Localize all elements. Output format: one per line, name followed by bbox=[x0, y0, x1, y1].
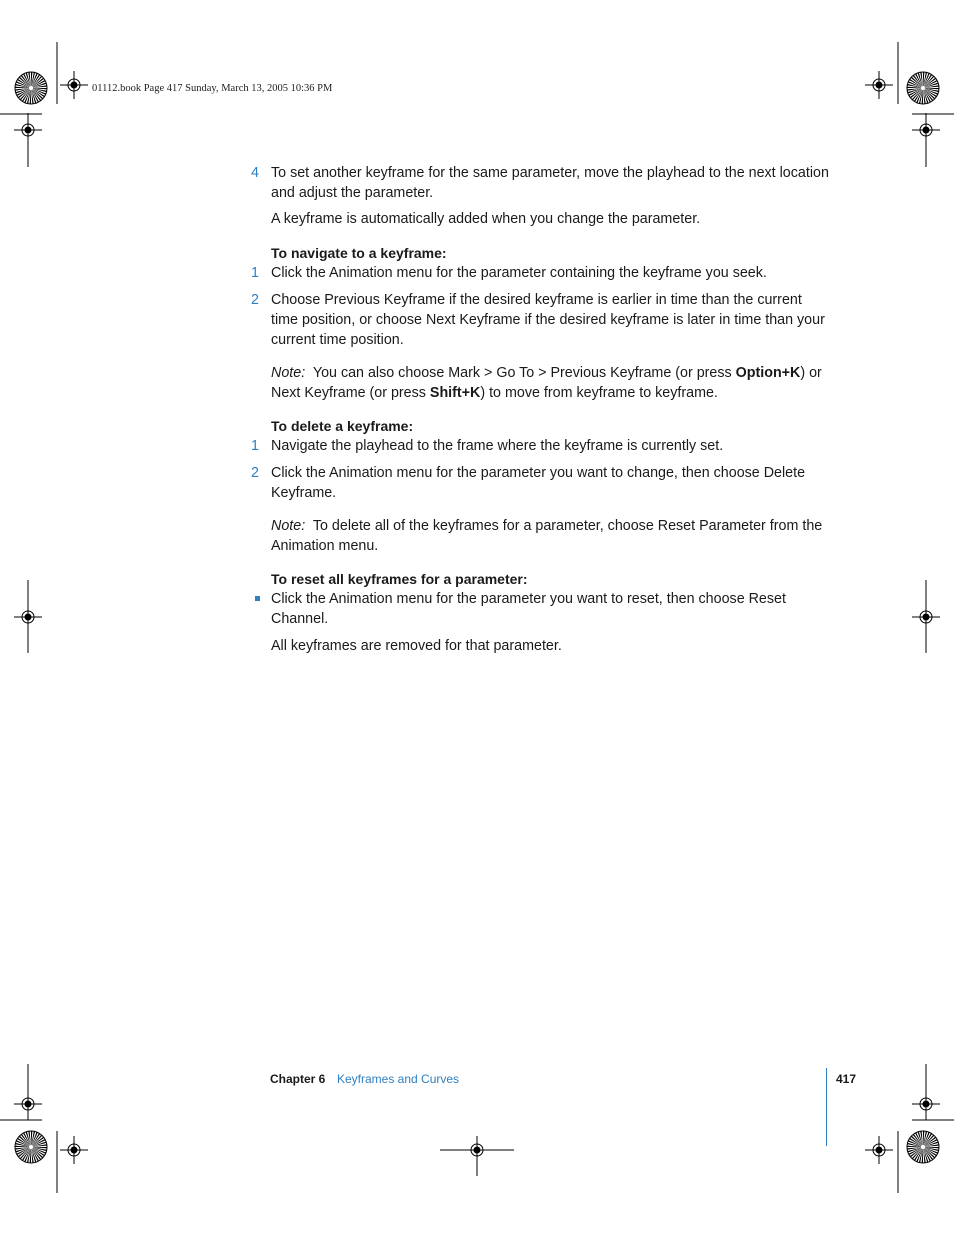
step-number: 2 bbox=[251, 292, 259, 308]
step-text: Choose Previous Keyframe if the desired keyframe is earlier in time than the current time position, or choose Next Keyframe if the desired keyframe is later in time than your current time position. bbox=[271, 292, 825, 348]
navigate-note bbox=[240, 363, 830, 403]
step-number: 1 bbox=[251, 265, 259, 281]
footer-chapter-title: Keyframes and Curves bbox=[337, 1072, 460, 1086]
reset-heading: To reset all keyframes for a parameter: bbox=[271, 571, 528, 587]
note-text-1: You can also choose Mark > Go To > Previous Keyframe (or press bbox=[312, 365, 736, 381]
navigate-step-1 bbox=[240, 263, 830, 283]
delete-step-2 bbox=[240, 463, 830, 503]
page-number: 417 bbox=[836, 1072, 857, 1086]
starburst-mark-icon bbox=[907, 72, 939, 104]
step-text: Navigate the playhead to the frame where the keyframe is currently set. bbox=[271, 438, 724, 454]
step-number: 4 bbox=[251, 165, 259, 181]
delete-step-1 bbox=[240, 436, 830, 456]
registration-crosshair-icon bbox=[60, 71, 88, 99]
footer-divider bbox=[826, 1068, 827, 1146]
registration-crosshair-icon bbox=[865, 71, 893, 99]
navigate-step-2 bbox=[240, 290, 830, 350]
bullet-text: Click the Animation menu for the parameter you want to reset, then choose Reset Channel. bbox=[271, 591, 786, 627]
page-slug: 01112.book Page 417 Sunday, March 13, 2005 10:36 PM bbox=[92, 83, 333, 94]
note-text: To delete all of the keyframes for a parameter, choose Reset Parameter from the Animation menu. bbox=[271, 518, 823, 554]
starburst-mark-icon bbox=[907, 1131, 939, 1163]
delete-note bbox=[240, 516, 830, 556]
shortcut-shift-k: Shift+K bbox=[429, 385, 481, 401]
note-label: Note: bbox=[271, 365, 306, 381]
step-text: Click the Animation menu for the parameter containing the keyframe you seek. bbox=[271, 265, 767, 281]
step-text: To set another keyframe for the same parameter, move the playhead to the next location and adjust the parameter. bbox=[271, 165, 829, 201]
registration-crosshair-icon bbox=[60, 1136, 88, 1164]
registration-crosshair-icon bbox=[865, 1136, 893, 1164]
page-content bbox=[240, 163, 830, 656]
footer-chapter: Chapter 6 bbox=[270, 1072, 326, 1086]
reset-followup: All keyframes are removed for that parameter. bbox=[271, 638, 562, 654]
starburst-mark-icon bbox=[15, 72, 47, 104]
step-4 bbox=[240, 163, 830, 203]
note-label: Note: bbox=[271, 518, 306, 534]
reset-bullet-item bbox=[240, 589, 830, 629]
starburst-mark-icon bbox=[15, 1131, 47, 1163]
delete-heading: To delete a keyframe: bbox=[271, 418, 414, 434]
step-4-followup: A keyframe is automatically added when you change the parameter. bbox=[271, 211, 701, 227]
square-bullet-icon bbox=[255, 596, 260, 601]
step-number: 1 bbox=[251, 438, 259, 454]
step-text: Click the Animation menu for the parameter you want to change, then choose Delete Keyframe. bbox=[271, 465, 806, 501]
note-text-2: ) or Next Keyframe (or press bbox=[271, 365, 822, 401]
step-number: 2 bbox=[251, 465, 259, 481]
navigate-heading: To navigate to a keyframe: bbox=[271, 245, 447, 261]
note-text-3: ) to move from keyframe to keyframe. bbox=[480, 385, 718, 401]
shortcut-option-k: Option+K bbox=[735, 365, 801, 381]
